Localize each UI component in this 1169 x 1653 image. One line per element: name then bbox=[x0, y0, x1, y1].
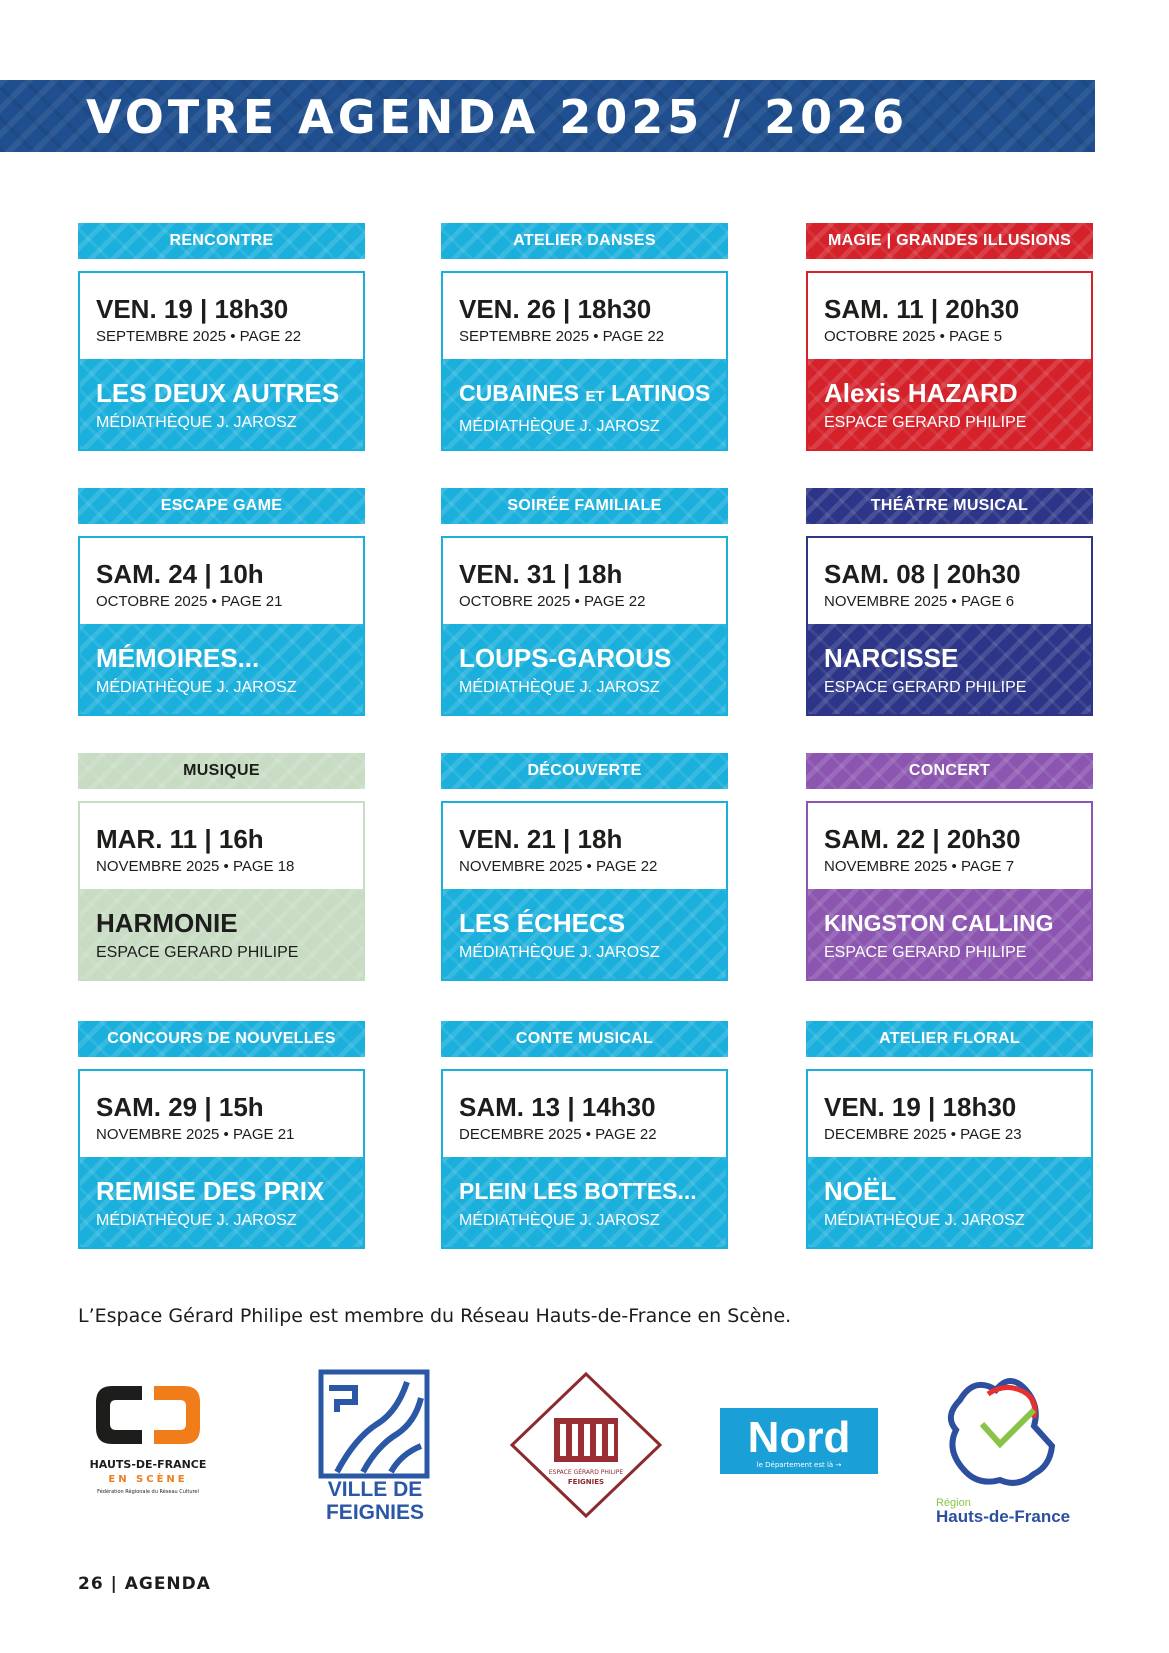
egp-logo-line1: ESPACE GÉRARD PHILIPE bbox=[548, 1469, 624, 1476]
espace-gerard-philipe-logo bbox=[508, 1370, 664, 1520]
event-title: LOUPS-GAROUS bbox=[459, 643, 672, 673]
event-category: CONTE MUSICAL bbox=[441, 1021, 728, 1057]
event-category: MUSIQUE bbox=[78, 753, 365, 789]
event-venue: MÉDIATHÈQUE J. JAROSZ bbox=[824, 1212, 1025, 1229]
event-category: ATELIER FLORAL bbox=[806, 1021, 1093, 1057]
hdf-logo-line1: HAUTS-DE-FRANCE bbox=[89, 1458, 207, 1471]
event-category: ESCAPE GAME bbox=[78, 488, 365, 524]
event-title: REMISE DES PRIX bbox=[96, 1176, 325, 1206]
event-date: SAM. 24 | 10h bbox=[96, 559, 264, 589]
event-month-page: DECEMBRE 2025 • PAGE 22 bbox=[459, 1126, 657, 1143]
event-date: VEN. 19 | 18h30 bbox=[96, 294, 289, 324]
event-month-page: SEPTEMBRE 2025 • PAGE 22 bbox=[459, 328, 665, 345]
event-venue: MÉDIATHÈQUE J. JAROSZ bbox=[96, 1212, 297, 1229]
event-card[interactable] bbox=[441, 753, 728, 981]
event-title: MÉMOIRES... bbox=[96, 643, 260, 673]
event-category: CONCERT bbox=[806, 753, 1093, 789]
event-month-page: SEPTEMBRE 2025 • PAGE 22 bbox=[96, 328, 302, 345]
event-title: HARMONIE bbox=[96, 908, 238, 938]
event-venue: ESPACE GERARD PHILIPE bbox=[824, 414, 1027, 431]
event-category: RENCONTRE bbox=[78, 223, 365, 259]
event-venue: ESPACE GERARD PHILIPE bbox=[96, 944, 299, 961]
nord-icon bbox=[720, 1408, 878, 1474]
event-month-page: DECEMBRE 2025 • PAGE 23 bbox=[824, 1126, 1022, 1143]
nord-departement-logo bbox=[720, 1408, 878, 1474]
event-category: DÉCOUVERTE bbox=[441, 753, 728, 789]
event-date: VEN. 21 | 18h bbox=[459, 824, 623, 854]
event-title: Alexis HAZARD bbox=[824, 378, 1018, 408]
event-card[interactable] bbox=[806, 488, 1093, 716]
nord-logo-tagline: le Département est là → bbox=[756, 1461, 842, 1469]
event-title bbox=[459, 379, 726, 411]
event-date: SAM. 11 | 20h30 bbox=[824, 294, 1020, 324]
event-title: PLEIN LES BOTTES... bbox=[459, 1178, 697, 1204]
event-date: SAM. 22 | 20h30 bbox=[824, 824, 1021, 854]
event-venue: MÉDIATHÈQUE J. JAROSZ bbox=[459, 944, 660, 961]
header-banner bbox=[0, 80, 1095, 152]
event-date: VEN. 31 | 18h bbox=[459, 559, 623, 589]
event-title: KINGSTON CALLING bbox=[824, 910, 1054, 936]
event-month-page: NOVEMBRE 2025 • PAGE 18 bbox=[96, 858, 295, 875]
event-card[interactable] bbox=[78, 753, 365, 981]
ville-de-feignies-logo bbox=[315, 1368, 435, 1526]
region-logo-line1: Région bbox=[936, 1497, 971, 1509]
region-hauts-de-france-logo bbox=[930, 1370, 1090, 1526]
event-category: ATELIER DANSES bbox=[441, 223, 728, 259]
event-date: SAM. 08 | 20h30 bbox=[824, 559, 1021, 589]
event-card[interactable] bbox=[806, 1021, 1093, 1249]
event-title: LES ÉCHECS bbox=[459, 908, 626, 938]
event-month-page: NOVEMBRE 2025 • PAGE 6 bbox=[824, 593, 1015, 610]
event-venue: MÉDIATHÈQUE J. JAROSZ bbox=[96, 414, 297, 431]
feignies-icon bbox=[315, 1368, 435, 1526]
egp-icon bbox=[508, 1370, 664, 1520]
region-logo-line2: Hauts-de-France bbox=[936, 1507, 1071, 1526]
event-month-page: NOVEMBRE 2025 • PAGE 7 bbox=[824, 858, 1015, 875]
event-month-page: OCTOBRE 2025 • PAGE 21 bbox=[96, 593, 283, 610]
event-date: SAM. 13 | 14h30 bbox=[459, 1092, 656, 1122]
event-date: SAM. 29 | 15h bbox=[96, 1092, 264, 1122]
event-card[interactable] bbox=[441, 488, 728, 716]
event-venue: MÉDIATHÈQUE J. JAROSZ bbox=[459, 418, 660, 435]
feignies-logo-line2: FEIGNIES bbox=[325, 1501, 425, 1524]
event-card[interactable] bbox=[78, 488, 365, 716]
event-category: MAGIE | GRANDES ILLUSIONS bbox=[806, 223, 1093, 259]
page-number: 26 | AGENDA bbox=[78, 1574, 211, 1594]
nord-logo-name: Nord bbox=[747, 1413, 851, 1462]
event-month-page: NOVEMBRE 2025 • PAGE 22 bbox=[459, 858, 658, 875]
event-month-page: NOVEMBRE 2025 • PAGE 21 bbox=[96, 1126, 295, 1143]
event-card[interactable] bbox=[441, 223, 728, 451]
event-venue: ESPACE GERARD PHILIPE bbox=[824, 679, 1027, 696]
hdf-logo-line3: Fédération Régionale du Réseau Culturel bbox=[97, 1489, 199, 1495]
region-hdf-icon bbox=[930, 1370, 1090, 1526]
event-card[interactable] bbox=[78, 223, 365, 451]
event-date: MAR. 11 | 16h bbox=[96, 824, 264, 854]
hdf-en-scene-icon bbox=[84, 1378, 234, 1518]
event-month-page: OCTOBRE 2025 • PAGE 5 bbox=[824, 328, 1003, 345]
event-category: THÉÂTRE MUSICAL bbox=[806, 488, 1093, 524]
event-month-page: OCTOBRE 2025 • PAGE 22 bbox=[459, 593, 646, 610]
event-venue: MÉDIATHÈQUE J. JAROSZ bbox=[459, 1212, 660, 1229]
event-category: CONCOURS DE NOUVELLES bbox=[78, 1021, 365, 1057]
event-date: VEN. 26 | 18h30 bbox=[459, 294, 652, 324]
event-title-part: CUBAINES bbox=[459, 380, 580, 406]
event-card[interactable] bbox=[78, 1021, 365, 1249]
event-card[interactable] bbox=[806, 223, 1093, 451]
egp-logo-line2: FEIGNIES bbox=[567, 1478, 605, 1486]
event-title-et: ET bbox=[585, 388, 605, 405]
event-title: NOËL bbox=[824, 1176, 897, 1206]
event-date: VEN. 19 | 18h30 bbox=[824, 1092, 1017, 1122]
event-category: SOIRÉE FAMILIALE bbox=[441, 488, 728, 524]
hdf-logo-line2: EN SCÈNE bbox=[108, 1474, 188, 1485]
feignies-logo-line1: VILLE DE bbox=[327, 1478, 423, 1501]
event-venue: MÉDIATHÈQUE J. JAROSZ bbox=[96, 679, 297, 696]
event-card[interactable] bbox=[441, 1021, 728, 1249]
event-card[interactable] bbox=[806, 753, 1093, 981]
page-title: VOTRE AGENDA 2025 / 2026 bbox=[86, 90, 909, 144]
hdf-en-scene-logo bbox=[84, 1378, 234, 1518]
event-venue: MÉDIATHÈQUE J. JAROSZ bbox=[459, 679, 660, 696]
event-venue: ESPACE GERARD PHILIPE bbox=[824, 944, 1027, 961]
network-membership-note: L’Espace Gérard Philipe est membre du Réseau Hauts-de-France en Scène. bbox=[78, 1305, 792, 1327]
event-title: NARCISSE bbox=[824, 643, 959, 673]
event-title: LES DEUX AUTRES bbox=[96, 378, 340, 408]
event-title-part: LATINOS bbox=[611, 380, 711, 406]
